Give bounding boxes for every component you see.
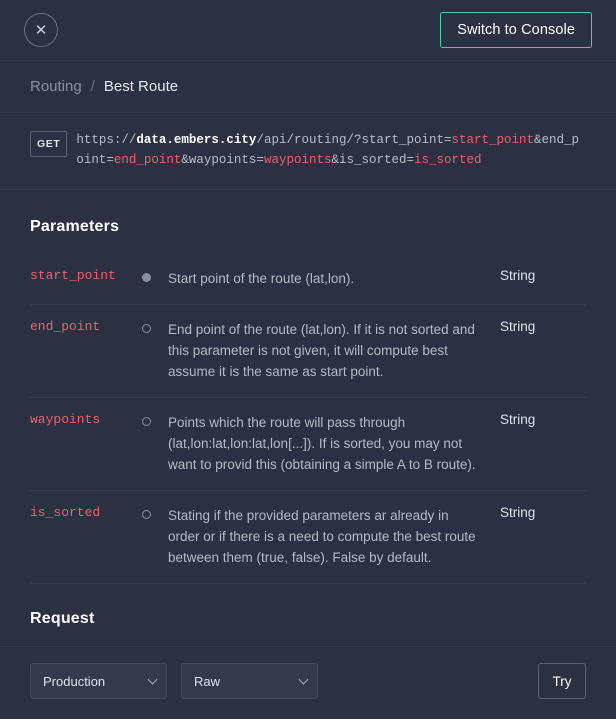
param-type: String [500,491,586,584]
param-required-indicator [142,254,168,305]
param-required-indicator [142,398,168,491]
breadcrumb-separator: / [90,78,95,95]
chevron-down-icon [299,675,309,685]
url-var-waypoints: waypoints [263,153,332,167]
url-var-start-point: start_point [451,133,534,147]
table-row [30,398,586,491]
endpoint-url [76,130,586,170]
param-description: Stating if the provided parameters ar already in order or if there is a need to compute the best route between them (true, false). False by default. [168,491,500,584]
parameters-heading: Parameters [30,218,120,235]
param-description: Points which the route will pass through (lat,lon:lat,lon:lat,lon[...]). If is sorted, you may not want to provid this (obtaining a simple A to B route). [168,398,500,491]
docs-content [0,190,616,628]
request-heading: Request [30,610,95,627]
url-var-is-sorted: is_sorted [413,153,482,167]
chevron-down-icon [148,675,158,685]
param-type: String [500,254,586,305]
breadcrumb [0,61,616,113]
url-var-end-point: end_point [113,153,182,167]
url-amp-end-point: &end_point= [76,133,580,167]
param-name: is_sorted [30,491,142,584]
param-type: String [500,398,586,491]
param-description: Start point of the route (lat,lon). [168,254,500,305]
http-method-badge: GET [30,131,67,157]
hollow-dot-icon [142,417,151,426]
table-row [30,305,586,398]
close-icon[interactable] [24,13,58,47]
page-title: Best Route [103,78,179,95]
param-name: start_point [30,254,142,305]
param-description: End point of the route (lat,lon). If it is not sorted and this parameter is not given, it will compute best assume it is the same as start point. [168,305,500,398]
url-host: data.embers.city [136,133,257,147]
param-type: String [500,305,586,398]
hollow-dot-icon [142,324,151,333]
param-name: waypoints [30,398,142,491]
hollow-dot-icon [142,510,151,519]
param-required-indicator [142,305,168,398]
top-bar [0,0,616,61]
format-select[interactable] [181,663,318,699]
try-button[interactable]: Try [538,663,586,699]
switch-to-console-button[interactable]: Switch to Console [440,12,592,48]
param-name: end_point [30,305,142,398]
url-amp-waypoints: &waypoints= [181,153,264,167]
url-path: /api/routing/?start_point= [256,133,452,147]
environment-select[interactable] [30,663,167,699]
request-toolbar [0,646,616,719]
param-required-indicator [142,491,168,584]
endpoint-bar [0,113,616,190]
table-row [30,254,586,305]
format-value: Raw [194,673,221,689]
table-row [30,491,586,584]
filled-dot-icon [142,273,151,282]
environment-value: Production [43,673,106,689]
breadcrumb-parent[interactable]: Routing [30,78,82,95]
url-scheme: https:// [76,133,137,147]
close-glyph: ✕ [34,21,48,39]
parameters-table [30,254,586,584]
url-amp-is-sorted: &is_sorted= [331,153,414,167]
